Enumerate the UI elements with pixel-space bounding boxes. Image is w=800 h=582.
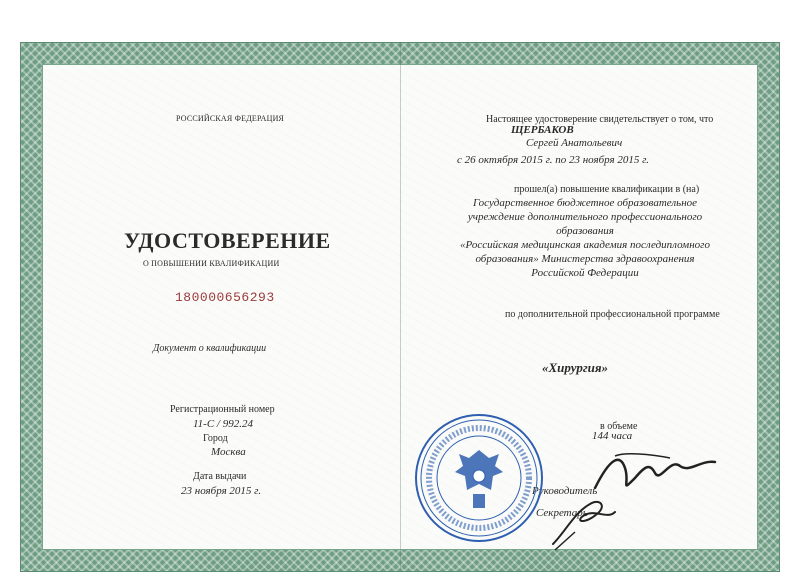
organization-line: Российской Федерации — [531, 267, 639, 279]
official-stamp — [413, 412, 545, 544]
country-label: РОССИЙСКАЯ ФЕДЕРАЦИЯ — [176, 114, 285, 123]
holder-surname: ЩЕРБАКОВ — [511, 124, 574, 136]
secretary-label: Секретарь — [536, 507, 588, 519]
organization-line: образования» Министерства здравоохранения — [475, 253, 695, 265]
organization-block — [440, 196, 730, 280]
passed-text: прошел(а) повышение квалификации в (на) — [514, 184, 700, 195]
page-fold — [400, 42, 401, 570]
document-title: УДОСТОВЕРЕНИЕ — [124, 228, 331, 253]
program-name: «Хирургия» — [542, 360, 609, 375]
organization-line: «Российская медицинская академия последипломного — [460, 239, 710, 251]
organization-line: Государственное бюджетное образовательное — [472, 197, 698, 209]
document-subtitle: О ПОВЫШЕНИИ КВАЛИФИКАЦИИ — [143, 259, 280, 268]
registration-number: 11-С / 992.24 — [193, 418, 253, 430]
organization-line: учреждение дополнительного профессионального образования — [467, 211, 703, 237]
intro-text: Настоящее удостоверение свидетельствует о том, что — [486, 114, 714, 125]
head-signature — [590, 448, 720, 498]
issue-date-label: Дата выдачи — [193, 471, 247, 482]
training-period: с 26 октября 2015 г. по 23 ноября 2015 г. — [457, 154, 650, 166]
volume-value: 144 часа — [592, 430, 633, 442]
holder-name: Сергей Анатольевич — [526, 137, 623, 149]
document-type: Документ о квалификации — [153, 343, 267, 354]
city-value: Москва — [211, 446, 246, 458]
head-label: Руководитель — [532, 485, 598, 497]
city-label: Город — [203, 433, 228, 444]
serial-number: 180000656293 — [175, 290, 275, 305]
secretary-signature — [545, 492, 625, 552]
program-label: по дополнительной профессиональной программе — [505, 309, 720, 320]
volume-label: в объеме — [600, 421, 638, 432]
registration-label: Регистрационный номер — [170, 404, 275, 415]
issue-date-value: 23 ноября 2015 г. — [181, 485, 262, 497]
